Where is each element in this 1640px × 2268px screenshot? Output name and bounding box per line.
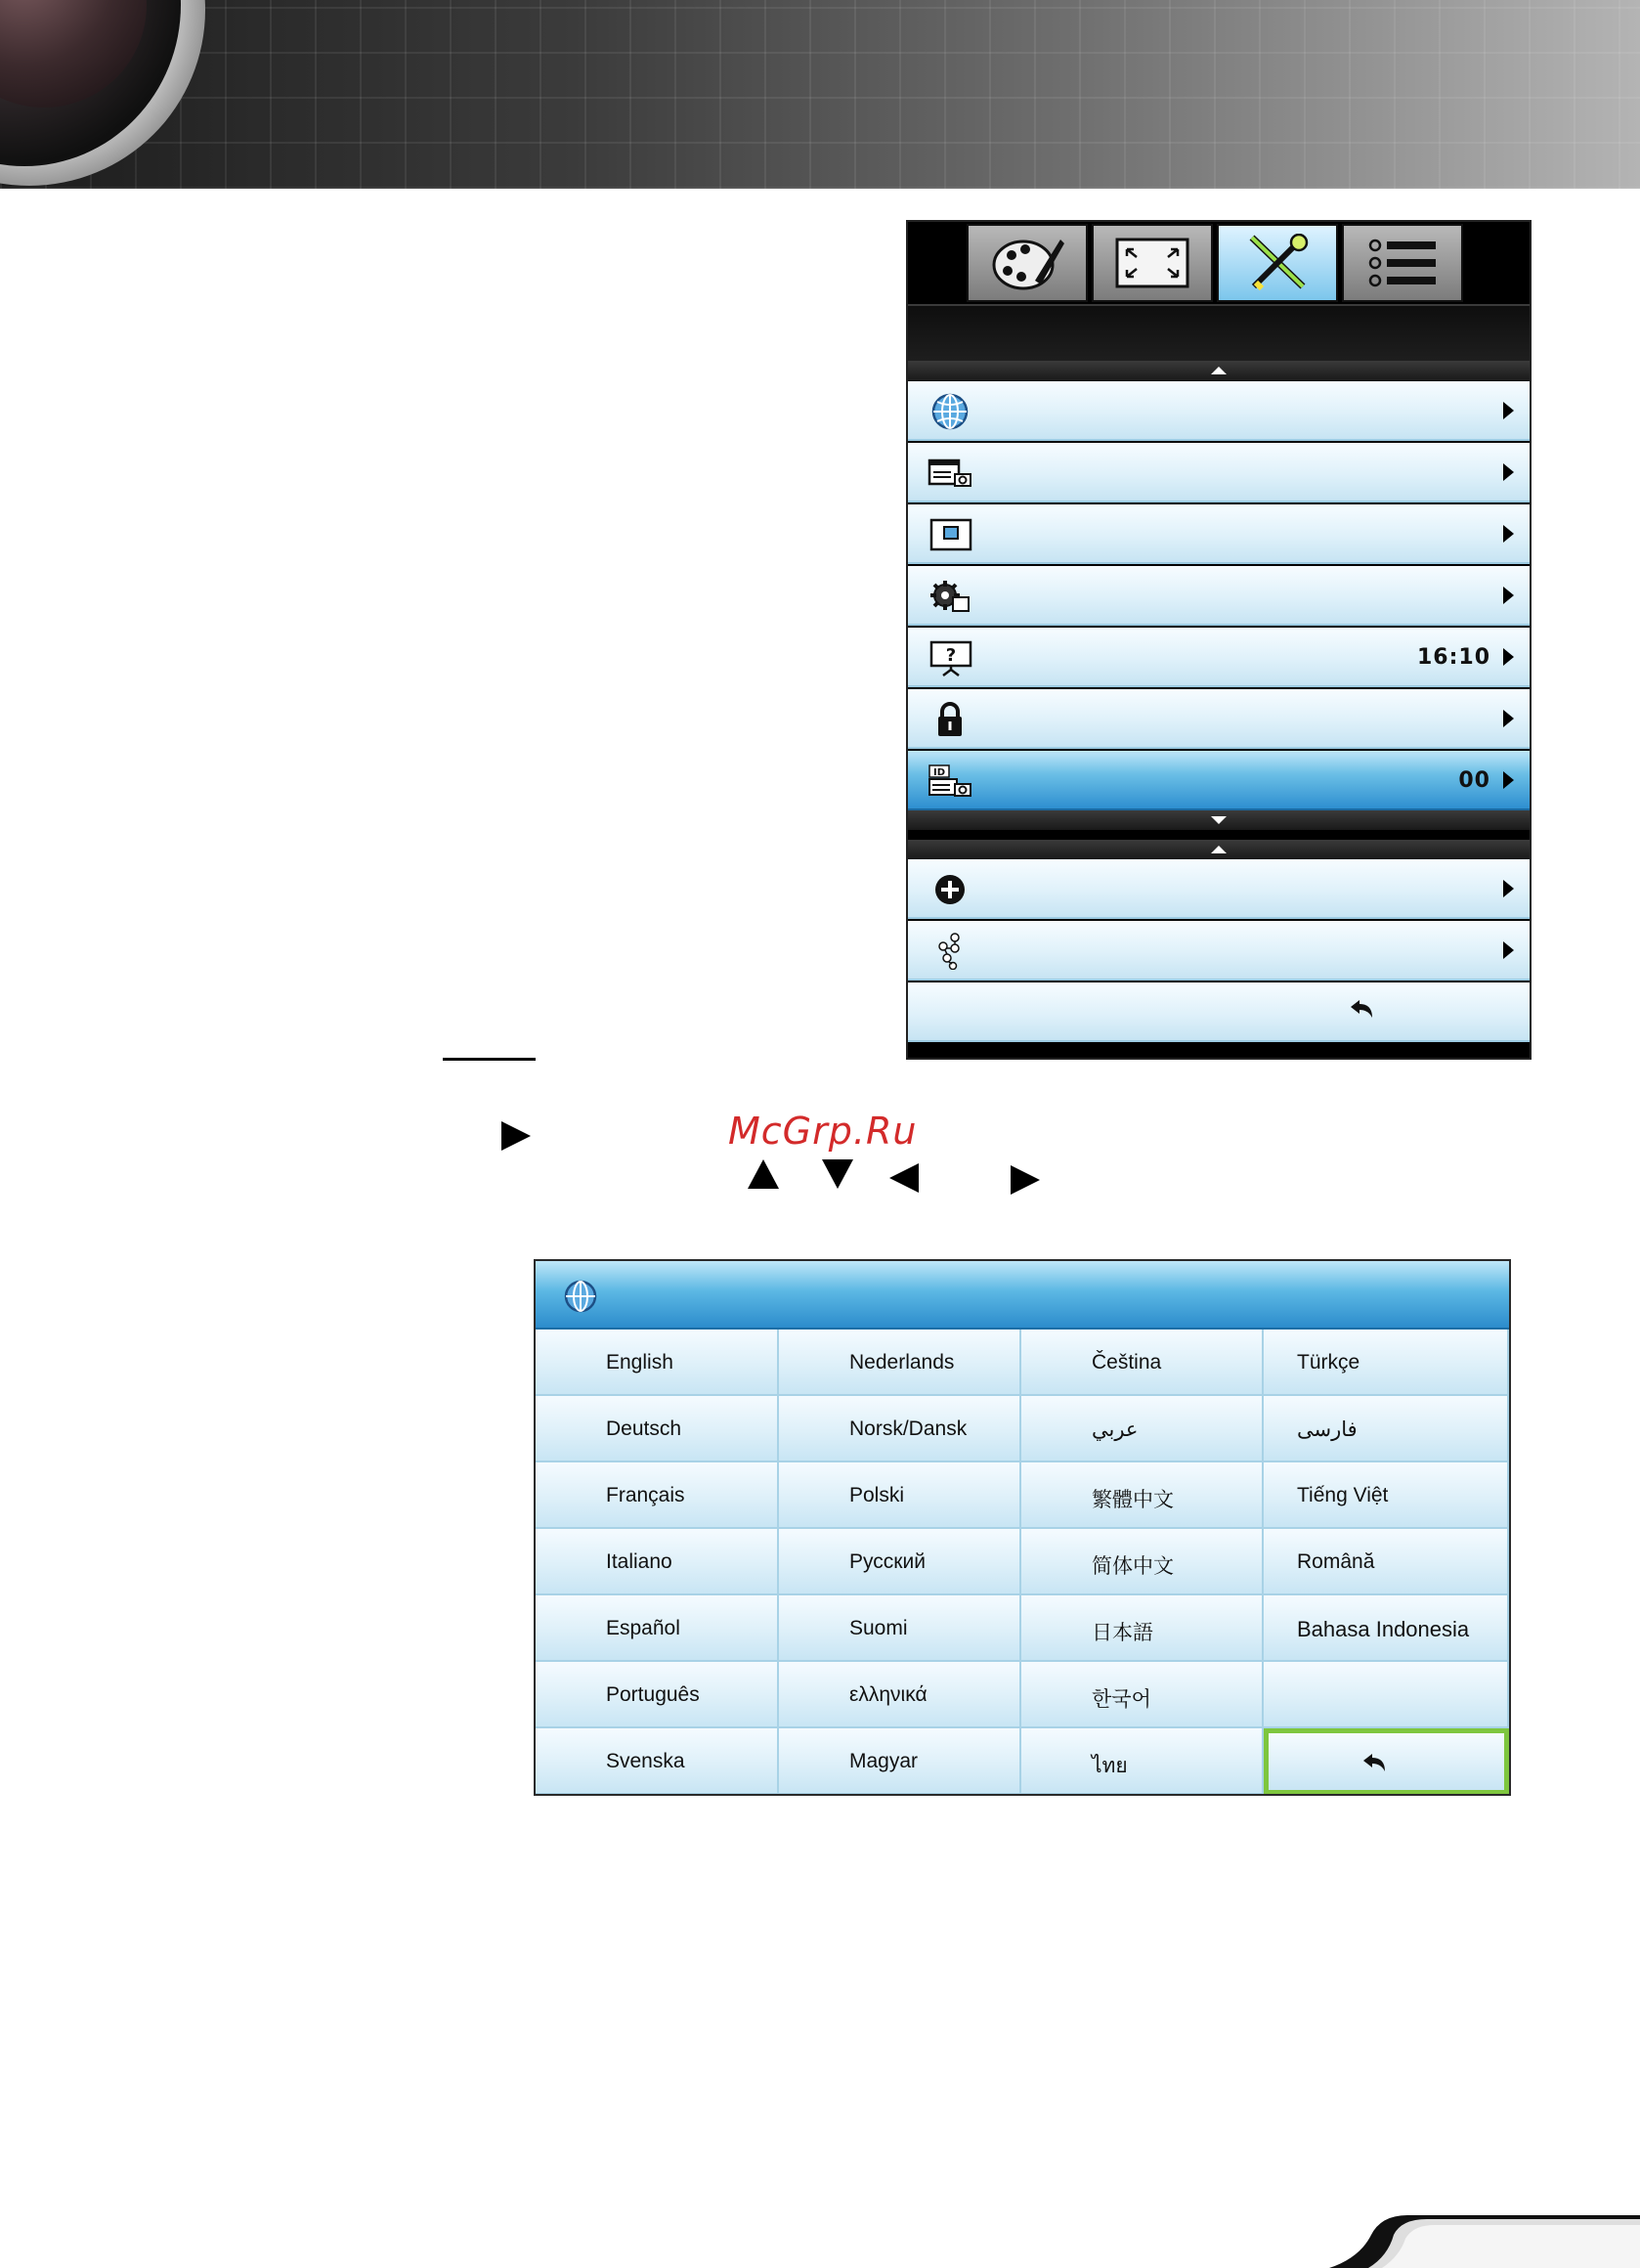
tools-icon bbox=[1238, 234, 1316, 292]
language-label: ελληνικά bbox=[849, 1683, 928, 1706]
plus-circle-icon bbox=[928, 871, 972, 908]
right-arrow-icon bbox=[1011, 1165, 1040, 1195]
language-option[interactable] bbox=[779, 1330, 1021, 1396]
language-option[interactable] bbox=[1264, 1396, 1509, 1462]
language-option[interactable] bbox=[779, 1396, 1021, 1462]
language-label: Magyar bbox=[849, 1750, 919, 1772]
language-option[interactable] bbox=[779, 1529, 1021, 1595]
menu-row-security[interactable] bbox=[908, 689, 1530, 749]
projector-id-icon bbox=[928, 763, 972, 800]
menu-row-network[interactable] bbox=[908, 921, 1530, 981]
language-option[interactable] bbox=[779, 1662, 1021, 1728]
language-option[interactable] bbox=[1021, 1330, 1264, 1396]
language-option[interactable] bbox=[1264, 1595, 1509, 1662]
svg-text:?: ? bbox=[945, 645, 957, 666]
list-icon bbox=[1363, 236, 1442, 290]
language-label: Polski bbox=[849, 1484, 905, 1506]
language-option[interactable] bbox=[1021, 1728, 1264, 1795]
menu-row-advanced[interactable] bbox=[908, 566, 1530, 626]
page-corner-tab bbox=[1329, 2211, 1640, 2268]
language-label: Nederlands bbox=[849, 1351, 955, 1374]
language-label: English bbox=[606, 1351, 673, 1374]
language-option[interactable] bbox=[536, 1330, 779, 1396]
tab-screen[interactable] bbox=[1092, 224, 1213, 302]
language-label: ไทย bbox=[1092, 1755, 1128, 1777]
screen-type-value: 16:10 bbox=[1416, 645, 1490, 670]
osd-menu bbox=[906, 220, 1532, 1060]
submenu-arrow-icon bbox=[1503, 587, 1514, 604]
language-label: Italiano bbox=[606, 1550, 672, 1573]
section-rule bbox=[443, 1058, 536, 1061]
language-panel-header bbox=[536, 1261, 1509, 1330]
screen-icon bbox=[1113, 236, 1191, 290]
scroll-down-indicator[interactable] bbox=[908, 810, 1530, 830]
language-label: Română bbox=[1297, 1550, 1375, 1573]
globe-icon bbox=[563, 1279, 598, 1314]
language-option[interactable] bbox=[1021, 1529, 1264, 1595]
menu-settings-icon bbox=[928, 455, 972, 492]
down-arrow-icon bbox=[822, 1159, 853, 1189]
menu-row-language[interactable] bbox=[908, 381, 1530, 441]
projector-id-value: 00 bbox=[1458, 768, 1490, 793]
left-arrow-icon bbox=[889, 1163, 919, 1193]
screen-type-icon bbox=[928, 639, 972, 676]
language-label: Tiếng Việt bbox=[1297, 1484, 1389, 1506]
submenu-arrow-icon bbox=[1503, 463, 1514, 481]
language-option[interactable] bbox=[779, 1595, 1021, 1662]
language-option[interactable] bbox=[536, 1595, 779, 1662]
language-label: Norsk/Dansk bbox=[849, 1418, 968, 1440]
language-option[interactable] bbox=[1264, 1529, 1509, 1595]
menu-row-options[interactable] bbox=[908, 859, 1530, 919]
menu-row-projector-id[interactable] bbox=[908, 751, 1530, 810]
submenu-arrow-icon bbox=[1503, 648, 1514, 666]
menu-row-menu-settings[interactable] bbox=[908, 443, 1530, 502]
scroll-up-indicator-2[interactable] bbox=[908, 840, 1530, 859]
network-icon bbox=[928, 933, 972, 970]
svg-text:ID: ID bbox=[932, 767, 946, 778]
language-label: Türkçe bbox=[1297, 1351, 1360, 1374]
watermark: McGrp.Ru bbox=[728, 1110, 918, 1153]
language-label: Русский bbox=[849, 1550, 926, 1573]
language-option[interactable] bbox=[1021, 1396, 1264, 1462]
language-label: Svenska bbox=[606, 1750, 685, 1772]
language-label: Suomi bbox=[849, 1617, 908, 1639]
submenu-arrow-icon bbox=[1503, 402, 1514, 419]
language-option[interactable] bbox=[536, 1462, 779, 1529]
language-option[interactable] bbox=[536, 1662, 779, 1728]
language-option[interactable] bbox=[1021, 1462, 1264, 1529]
language-option[interactable] bbox=[1264, 1462, 1509, 1529]
language-option[interactable] bbox=[779, 1462, 1021, 1529]
tab-picture[interactable] bbox=[967, 224, 1088, 302]
osd-tabs bbox=[967, 224, 1463, 304]
palette-icon bbox=[988, 234, 1066, 292]
language-panel bbox=[534, 1259, 1511, 1796]
language-label: 简体中文 bbox=[1092, 1555, 1174, 1578]
language-label: فارسی bbox=[1297, 1418, 1358, 1441]
submenu-arrow-icon bbox=[1503, 710, 1514, 727]
language-label: 한국어 bbox=[1092, 1688, 1151, 1711]
language-option-empty bbox=[1264, 1662, 1509, 1728]
language-option[interactable] bbox=[536, 1396, 779, 1462]
language-label: Português bbox=[606, 1683, 700, 1706]
menu-row-exit[interactable] bbox=[908, 982, 1530, 1042]
globe-icon bbox=[928, 393, 972, 430]
header-banner bbox=[0, 0, 1640, 189]
language-option[interactable] bbox=[536, 1728, 779, 1795]
language-label: Français bbox=[606, 1484, 685, 1506]
language-option[interactable] bbox=[1021, 1662, 1264, 1728]
return-icon bbox=[1359, 1752, 1389, 1777]
lock-icon bbox=[928, 701, 972, 738]
tab-settings[interactable] bbox=[1217, 224, 1338, 302]
language-option[interactable] bbox=[536, 1529, 779, 1595]
return-icon bbox=[1347, 998, 1376, 1024]
language-label: Čeština bbox=[1092, 1351, 1162, 1374]
up-arrow-icon bbox=[748, 1159, 779, 1189]
menu-row-screen-settings[interactable] bbox=[908, 504, 1530, 564]
right-arrow-icon bbox=[501, 1121, 531, 1151]
submenu-arrow-icon bbox=[1503, 525, 1514, 543]
return-button[interactable] bbox=[1264, 1728, 1509, 1795]
osd-title-bar bbox=[908, 304, 1530, 361]
language-label: Deutsch bbox=[606, 1418, 682, 1440]
tab-options[interactable] bbox=[1342, 224, 1463, 302]
submenu-arrow-icon bbox=[1503, 771, 1514, 789]
gear-icon bbox=[928, 578, 972, 615]
submenu-arrow-icon bbox=[1503, 880, 1514, 897]
language-option[interactable] bbox=[779, 1728, 1021, 1795]
screen-box-icon bbox=[928, 516, 972, 553]
language-label: عربي bbox=[1092, 1418, 1139, 1441]
language-option[interactable] bbox=[1264, 1330, 1509, 1396]
language-option[interactable] bbox=[1021, 1595, 1264, 1662]
submenu-arrow-icon bbox=[1503, 941, 1514, 959]
scroll-up-indicator[interactable] bbox=[908, 361, 1530, 380]
language-label: 日本語 bbox=[1092, 1622, 1153, 1644]
language-label: Español bbox=[606, 1617, 680, 1639]
menu-row-screen-type[interactable] bbox=[908, 628, 1530, 687]
language-label: 繁體中文 bbox=[1092, 1489, 1174, 1511]
language-label: Bahasa Indonesia bbox=[1297, 1617, 1470, 1641]
